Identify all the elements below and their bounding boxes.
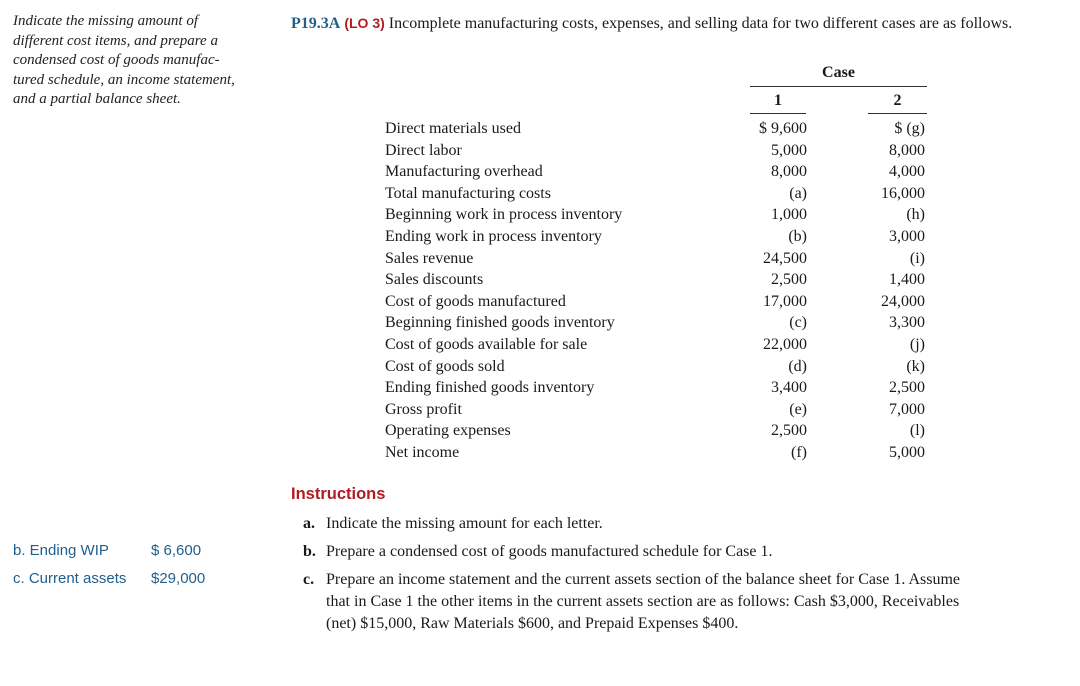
case-2-value: 1,400 xyxy=(889,271,925,289)
margin-note-line: different cost items, and prepare a xyxy=(13,32,218,49)
case-1-value: 1,000 xyxy=(771,206,807,224)
table-row xyxy=(385,420,945,442)
instructions-heading: Instructions xyxy=(291,485,386,503)
check-figure-value: $29,000 xyxy=(151,570,206,587)
instruction-text: Prepare an income statement and the current assets section of the balance sheet for Case 1. Assume xyxy=(326,571,960,588)
case-1-value: 2,500 xyxy=(771,271,807,289)
table-row xyxy=(385,377,945,399)
row-label: Sales discounts xyxy=(385,271,484,289)
row-label: Operating expenses xyxy=(385,422,511,440)
row-label: Sales revenue xyxy=(385,249,474,267)
margin-note-line: Indicate the missing amount of xyxy=(13,13,198,29)
case-1-value: 5,000 xyxy=(771,141,807,159)
case-1-value: 22,000 xyxy=(763,335,807,353)
case-1-value: (f) xyxy=(791,443,807,461)
table-row xyxy=(385,161,945,183)
problem-number: P19.3A xyxy=(291,15,341,32)
case-2-value: (i) xyxy=(909,249,925,267)
instruction-letter: a. xyxy=(303,515,315,532)
case-2-value: 4,000 xyxy=(889,163,925,181)
case-1-value: 17,000 xyxy=(763,292,807,310)
case-2-value: (h) xyxy=(906,206,925,224)
case-1-value: 2,500 xyxy=(771,422,807,440)
margin-note-line: tured schedule, an income statement, xyxy=(13,71,235,88)
case-2-value: $ (g) xyxy=(894,120,925,137)
instruction-letter: c. xyxy=(303,571,315,588)
case-2-value: 16,000 xyxy=(881,184,925,202)
case-2-value: 7,000 xyxy=(889,400,925,418)
table-row xyxy=(385,183,945,205)
data-table xyxy=(385,118,945,464)
problem-statement xyxy=(291,12,1031,35)
case-2-value: 24,000 xyxy=(881,292,925,310)
row-label: Direct labor xyxy=(385,141,462,159)
table-row xyxy=(385,356,945,378)
case-2-value: (l) xyxy=(909,422,925,440)
instruction-text: Prepare a condensed cost of goods manufactured schedule for Case 1. xyxy=(326,543,773,560)
check-figure-label: c. Current assets xyxy=(13,570,127,587)
instruction-text: (net) $15,000, Raw Materials $600, and Prepaid Expenses $400. xyxy=(326,615,739,632)
case-1-value: (b) xyxy=(788,227,807,245)
case-2-value: 3,300 xyxy=(889,314,925,332)
case-1-value: 3,400 xyxy=(771,379,807,397)
table-row xyxy=(385,399,945,421)
row-label: Direct materials used xyxy=(385,120,521,137)
table-row xyxy=(385,442,945,464)
instruction-b xyxy=(303,541,1028,563)
row-label: Cost of goods available for sale xyxy=(385,335,588,353)
case-2-value: (j) xyxy=(909,335,925,353)
case-1-value: (a) xyxy=(789,184,807,202)
row-label: Gross profit xyxy=(385,400,462,418)
row-label: Total manufacturing costs xyxy=(385,184,551,202)
table-row xyxy=(385,118,945,140)
table-row xyxy=(385,334,945,356)
row-label: Net income xyxy=(385,443,460,461)
row-label: Cost of goods manufactured xyxy=(385,292,566,310)
row-label: Ending work in process inventory xyxy=(385,227,602,245)
table-row xyxy=(385,312,945,334)
instruction-c xyxy=(303,569,1028,635)
check-figure-value: $ 6,600 xyxy=(151,542,202,559)
table-row xyxy=(385,204,945,226)
row-label: Beginning finished goods inventory xyxy=(385,314,615,332)
case-1-value: (e) xyxy=(789,400,807,418)
margin-note-line: condensed cost of goods manufac- xyxy=(13,52,220,68)
table-row xyxy=(385,248,945,270)
row-label: Beginning work in process inventory xyxy=(385,206,623,224)
case-2-value: 5,000 xyxy=(889,443,925,461)
learning-objective: (LO 3) xyxy=(344,15,385,31)
case-2-header: 2 xyxy=(868,92,927,114)
check-figure-c xyxy=(13,570,205,587)
table-row xyxy=(385,140,945,162)
check-figure-b xyxy=(13,542,201,559)
check-figure-label: b. Ending WIP xyxy=(13,542,109,559)
margin-note xyxy=(13,12,258,110)
instruction-a xyxy=(303,513,1028,535)
table-row xyxy=(385,269,945,291)
row-label: Cost of goods sold xyxy=(385,357,505,375)
instruction-letter: b. xyxy=(303,543,316,560)
case-1-value: (c) xyxy=(789,314,807,332)
case-2-value: 2,500 xyxy=(889,379,925,397)
case-2-value: 3,000 xyxy=(889,227,925,245)
case-2-value: (k) xyxy=(906,357,925,375)
case-1-value: (d) xyxy=(788,357,807,375)
instruction-text: that in Case 1 the other items in the current assets section are as follows: Cash $3,000, Receivables xyxy=(326,593,960,610)
table-row xyxy=(385,226,945,248)
table-row xyxy=(385,291,945,313)
case-header: Case xyxy=(750,64,927,87)
problem-text: Incomplete manufacturing costs, expenses, and selling data for two different cases are as follows. xyxy=(388,15,1013,32)
case-1-value: 8,000 xyxy=(771,163,807,181)
case-1-header: 1 xyxy=(750,92,806,114)
case-1-value: $ 9,600 xyxy=(759,120,807,137)
case-1-value: 24,500 xyxy=(763,249,807,267)
row-label: Manufacturing overhead xyxy=(385,163,543,181)
margin-note-line: and a partial balance sheet. xyxy=(13,91,181,107)
row-label: Ending finished goods inventory xyxy=(385,379,595,397)
case-2-value: 8,000 xyxy=(889,141,925,159)
instruction-text: Indicate the missing amount for each letter. xyxy=(326,515,603,532)
